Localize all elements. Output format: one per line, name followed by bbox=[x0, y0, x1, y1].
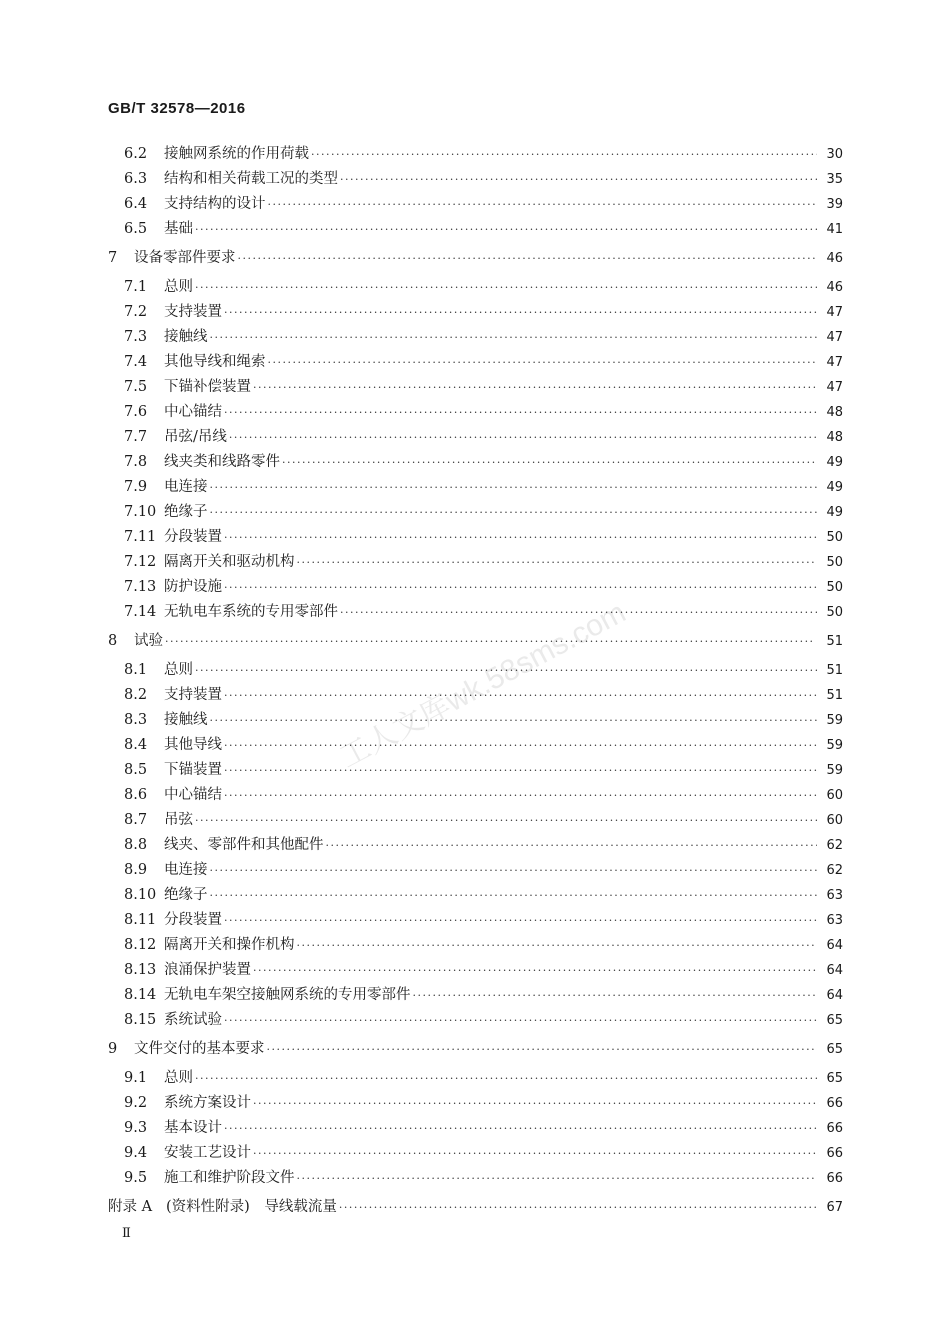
toc-entry-page: 59 bbox=[826, 763, 843, 778]
toc-entry-number: 6.5 bbox=[124, 221, 148, 237]
toc-entry-title: 吊弦/吊线 bbox=[164, 429, 227, 445]
toc-entry-number: 7.14 bbox=[124, 604, 157, 620]
toc-entry[interactable] bbox=[108, 1037, 843, 1058]
toc-entry-number: 9.5 bbox=[124, 1170, 148, 1186]
dot-leader bbox=[224, 1122, 817, 1135]
toc-entry-page: 50 bbox=[826, 555, 843, 570]
toc-entry-number: 7.2 bbox=[124, 304, 148, 320]
toc-entry-page: 48 bbox=[826, 405, 843, 420]
toc-entry-page: 49 bbox=[826, 455, 843, 470]
toc-entry-page: 46 bbox=[826, 280, 843, 295]
toc-entry-page: 66 bbox=[826, 1121, 843, 1136]
toc-entry-title: 安装工艺设计 bbox=[164, 1145, 251, 1161]
toc-entry[interactable] bbox=[108, 883, 843, 904]
toc-entry-page: 64 bbox=[826, 938, 843, 953]
toc-entry-number: 8.8 bbox=[124, 837, 148, 853]
dot-leader bbox=[253, 381, 817, 394]
dot-leader bbox=[195, 664, 817, 677]
toc-entry[interactable] bbox=[108, 246, 843, 267]
toc-entry[interactable] bbox=[108, 217, 843, 238]
toc-entry-page: 64 bbox=[826, 963, 843, 978]
dot-leader bbox=[253, 1147, 817, 1160]
toc-entry-page: 51 bbox=[826, 688, 843, 703]
toc-entry-page: 46 bbox=[826, 251, 843, 266]
toc-entry-page: 51 bbox=[826, 663, 843, 678]
toc-entry-page: 60 bbox=[826, 813, 843, 828]
toc-entry-title: (资料性附录) 导线载流量 bbox=[166, 1199, 337, 1215]
toc-entry-number: 9.2 bbox=[124, 1095, 148, 1111]
toc-entry[interactable] bbox=[108, 658, 843, 679]
toc-entry-number: 9.1 bbox=[124, 1070, 148, 1086]
dot-leader bbox=[224, 1014, 817, 1027]
toc-entry[interactable] bbox=[108, 300, 843, 321]
toc-entry-title: 下锚装置 bbox=[164, 762, 222, 778]
toc-entry-number: 6.4 bbox=[124, 196, 148, 212]
dot-leader bbox=[297, 939, 818, 952]
toc-entry[interactable] bbox=[108, 908, 843, 929]
toc-entry-page: 67 bbox=[826, 1200, 843, 1215]
toc-entry[interactable] bbox=[108, 1091, 843, 1112]
toc-entry-title: 分段装置 bbox=[164, 912, 222, 928]
toc-entry-title: 设备零部件要求 bbox=[134, 250, 236, 266]
toc-entry-number: 8.1 bbox=[124, 662, 148, 678]
toc-entry-number: 8.10 bbox=[124, 887, 157, 903]
toc-entry-page: 35 bbox=[826, 172, 843, 187]
toc-entry-page: 65 bbox=[826, 1013, 843, 1028]
dot-leader bbox=[224, 406, 817, 419]
toc-entry-page: 66 bbox=[826, 1096, 843, 1111]
toc-entry-title: 接触线 bbox=[164, 712, 208, 728]
toc-entry[interactable] bbox=[108, 983, 843, 1004]
toc-entry[interactable] bbox=[108, 858, 843, 879]
toc-entry[interactable] bbox=[108, 192, 843, 213]
toc-entry[interactable] bbox=[108, 1141, 843, 1162]
dot-leader bbox=[210, 864, 818, 877]
toc-entry-title: 下锚补偿装置 bbox=[164, 379, 251, 395]
toc-entry-page: 62 bbox=[826, 838, 843, 853]
toc-entry-title: 防护设施 bbox=[164, 579, 222, 595]
toc-entry[interactable] bbox=[108, 758, 843, 779]
toc-entry-number: 7.13 bbox=[124, 579, 157, 595]
dot-leader bbox=[165, 635, 817, 648]
toc-entry-page: 62 bbox=[826, 863, 843, 878]
toc-entry-title: 试验 bbox=[134, 633, 163, 649]
toc-entry-title: 中心锚结 bbox=[164, 787, 222, 803]
dot-leader bbox=[297, 1172, 818, 1185]
toc-entry-number: 7.11 bbox=[124, 529, 157, 545]
toc-entry-number: 8.4 bbox=[124, 737, 148, 753]
toc-entry[interactable] bbox=[108, 708, 843, 729]
toc-entry-title: 其他导线 bbox=[164, 737, 222, 753]
toc-entry[interactable] bbox=[108, 629, 843, 650]
toc-entry-page: 47 bbox=[826, 305, 843, 320]
toc-entry-number: 8.6 bbox=[124, 787, 148, 803]
toc-entry-number: 8.12 bbox=[124, 937, 157, 953]
toc-entry[interactable] bbox=[108, 325, 843, 346]
dot-leader bbox=[210, 889, 818, 902]
dot-leader bbox=[224, 789, 817, 802]
dot-leader bbox=[326, 839, 818, 852]
page-number-footer: Ⅱ bbox=[122, 1226, 131, 1241]
toc-entry[interactable] bbox=[108, 600, 843, 621]
toc-entry-number: 7.8 bbox=[124, 454, 148, 470]
toc-entry[interactable] bbox=[108, 958, 843, 979]
toc-entry-number: 7.7 bbox=[124, 429, 148, 445]
toc-entry-number: 8.3 bbox=[124, 712, 148, 728]
toc-entry[interactable] bbox=[108, 683, 843, 704]
toc-entry[interactable] bbox=[108, 1195, 843, 1216]
dot-leader bbox=[224, 306, 817, 319]
toc-entry[interactable] bbox=[108, 350, 843, 371]
toc-entry[interactable] bbox=[108, 783, 843, 804]
dot-leader bbox=[210, 506, 818, 519]
toc-entry-page: 59 bbox=[826, 738, 843, 753]
toc-entry-number: 9.4 bbox=[124, 1145, 148, 1161]
dot-leader bbox=[210, 714, 818, 727]
toc-entry-page: 47 bbox=[826, 330, 843, 345]
dot-leader bbox=[224, 581, 817, 594]
dot-leader bbox=[229, 431, 817, 444]
dot-leader bbox=[267, 1043, 818, 1056]
toc-entry-number: 8.13 bbox=[124, 962, 157, 978]
toc-entry-number: 8 bbox=[108, 633, 118, 649]
toc-entry-title: 总则 bbox=[164, 662, 193, 678]
dot-leader bbox=[210, 331, 818, 344]
dot-leader bbox=[340, 606, 817, 619]
toc-entry-title: 接触线 bbox=[164, 329, 208, 345]
toc-entry-page: 66 bbox=[826, 1171, 843, 1186]
toc-entry[interactable] bbox=[108, 808, 843, 829]
toc-entry-number: 8.9 bbox=[124, 862, 148, 878]
toc-entry[interactable] bbox=[108, 275, 843, 296]
toc-entry[interactable] bbox=[108, 733, 843, 754]
toc-entry-page: 50 bbox=[826, 605, 843, 620]
toc-entry-number: 8.14 bbox=[124, 987, 157, 1003]
toc-entry-title: 支持装置 bbox=[164, 304, 222, 320]
toc-entry[interactable] bbox=[108, 475, 843, 496]
dot-leader bbox=[195, 223, 817, 236]
toc-entry-number: 附录 A bbox=[108, 1199, 153, 1215]
dot-leader bbox=[210, 481, 818, 494]
dot-leader bbox=[253, 1097, 817, 1110]
toc-entry[interactable] bbox=[108, 142, 843, 163]
toc-entry-page: 30 bbox=[826, 147, 843, 162]
toc-entry-page: 60 bbox=[826, 788, 843, 803]
toc-entry-title: 总则 bbox=[164, 1070, 193, 1086]
dot-leader bbox=[339, 1201, 817, 1214]
toc-entry-page: 65 bbox=[826, 1071, 843, 1086]
dot-leader bbox=[413, 989, 818, 1002]
toc-entry-title: 结构和相关荷载工况的类型 bbox=[164, 171, 338, 187]
toc-entry-number: 7.5 bbox=[124, 379, 148, 395]
toc-entry-title: 线夹、零部件和其他配件 bbox=[164, 837, 324, 853]
toc-entry-title: 中心锚结 bbox=[164, 404, 222, 420]
toc-entry-page: 49 bbox=[826, 480, 843, 495]
dot-leader bbox=[224, 914, 817, 927]
toc-entry-title: 系统试验 bbox=[164, 1012, 222, 1028]
toc-entry-page: 50 bbox=[826, 530, 843, 545]
toc-entry-page: 51 bbox=[826, 634, 843, 649]
standard-code-header: GB/T 32578—2016 bbox=[108, 100, 246, 117]
toc-entry-title: 电连接 bbox=[164, 479, 208, 495]
dot-leader bbox=[340, 173, 817, 186]
dot-leader bbox=[268, 198, 818, 211]
toc-entry-title: 文件交付的基本要求 bbox=[134, 1041, 265, 1057]
toc-entry-title: 系统方案设计 bbox=[164, 1095, 251, 1111]
toc-entry-number: 6.3 bbox=[124, 171, 148, 187]
toc-entry-page: 63 bbox=[826, 913, 843, 928]
dot-leader bbox=[268, 356, 818, 369]
toc-entry-title: 线夹类和线路零件 bbox=[164, 454, 280, 470]
toc-entry-page: 50 bbox=[826, 580, 843, 595]
toc-entry-page: 65 bbox=[826, 1042, 843, 1057]
toc-entry-number: 9.3 bbox=[124, 1120, 148, 1136]
toc-entry-title: 浪涌保护装置 bbox=[164, 962, 251, 978]
dot-leader bbox=[253, 964, 817, 977]
toc-entry-number: 8.2 bbox=[124, 687, 148, 703]
dot-leader bbox=[195, 281, 817, 294]
toc-entry-title: 隔离开关和驱动机构 bbox=[164, 554, 295, 570]
toc-entry-title: 隔离开关和操作机构 bbox=[164, 937, 295, 953]
dot-leader bbox=[282, 456, 817, 469]
toc-entry-title: 基础 bbox=[164, 221, 193, 237]
toc-entry-title: 总则 bbox=[164, 279, 193, 295]
toc-entry-title: 分段装置 bbox=[164, 529, 222, 545]
toc-entry[interactable] bbox=[108, 525, 843, 546]
toc-entry[interactable] bbox=[108, 425, 843, 446]
toc-entry-number: 7.3 bbox=[124, 329, 148, 345]
toc-entry-page: 41 bbox=[826, 222, 843, 237]
toc-entry[interactable] bbox=[108, 167, 843, 188]
toc-entry-title: 无轨电车系统的专用零部件 bbox=[164, 604, 338, 620]
dot-leader bbox=[238, 252, 818, 265]
toc-entry-title: 绝缘子 bbox=[164, 887, 208, 903]
toc-entry-title: 电连接 bbox=[164, 862, 208, 878]
toc-entry[interactable] bbox=[108, 833, 843, 854]
toc-entry[interactable] bbox=[108, 450, 843, 471]
toc-entry-number: 7.12 bbox=[124, 554, 157, 570]
toc-entry-number: 7 bbox=[108, 250, 118, 266]
dot-leader bbox=[195, 1072, 817, 1085]
toc-entry-title: 绝缘子 bbox=[164, 504, 208, 520]
toc-entry-number: 9 bbox=[108, 1041, 118, 1057]
dot-leader bbox=[195, 814, 817, 827]
toc-entry[interactable] bbox=[108, 400, 843, 421]
toc-entry-number: 8.11 bbox=[124, 912, 157, 928]
toc-entry-number: 7.6 bbox=[124, 404, 148, 420]
toc-entry[interactable] bbox=[108, 375, 843, 396]
toc-entry[interactable] bbox=[108, 1166, 843, 1187]
toc-entry[interactable] bbox=[108, 933, 843, 954]
toc-entry[interactable] bbox=[108, 550, 843, 571]
toc-entry-page: 47 bbox=[826, 355, 843, 370]
toc-entry-number: 8.7 bbox=[124, 812, 148, 828]
watermark: 工人文库wk.58sms.com bbox=[334, 595, 632, 775]
dot-leader bbox=[224, 764, 817, 777]
toc-entry-title: 接触网系统的作用荷载 bbox=[164, 146, 309, 162]
toc-entry-number: 6.2 bbox=[124, 146, 148, 162]
toc-entry-title: 吊弦 bbox=[164, 812, 193, 828]
toc-entry-page: 64 bbox=[826, 988, 843, 1003]
toc-entry-page: 48 bbox=[826, 430, 843, 445]
toc-entry-number: 8.15 bbox=[124, 1012, 157, 1028]
toc-entry-title: 施工和维护阶段文件 bbox=[164, 1170, 295, 1186]
toc-entry-page: 63 bbox=[826, 888, 843, 903]
toc-entry[interactable] bbox=[108, 500, 843, 521]
toc-entry-page: 47 bbox=[826, 380, 843, 395]
toc-entry[interactable] bbox=[108, 1008, 843, 1029]
dot-leader bbox=[224, 689, 817, 702]
dot-leader bbox=[311, 148, 817, 161]
toc-entry-number: 7.1 bbox=[124, 279, 148, 295]
toc-entry-title: 其他导线和绳索 bbox=[164, 354, 266, 370]
toc-entry-page: 59 bbox=[826, 713, 843, 728]
toc-entry-title: 支持装置 bbox=[164, 687, 222, 703]
dot-leader bbox=[224, 739, 817, 752]
toc-entry[interactable] bbox=[108, 575, 843, 596]
toc-entry-title: 基本设计 bbox=[164, 1120, 222, 1136]
toc-entry-page: 39 bbox=[826, 197, 843, 212]
toc-entry-number: 8.5 bbox=[124, 762, 148, 778]
toc-entry-page: 66 bbox=[826, 1146, 843, 1161]
dot-leader bbox=[297, 556, 818, 569]
toc-entry-page: 49 bbox=[826, 505, 843, 520]
toc-entry-title: 无轨电车架空接触网系统的专用零部件 bbox=[164, 987, 411, 1003]
toc-entry[interactable] bbox=[108, 1066, 843, 1087]
toc-entry-number: 7.4 bbox=[124, 354, 148, 370]
toc-entry[interactable] bbox=[108, 1116, 843, 1137]
toc-entry-number: 7.9 bbox=[124, 479, 148, 495]
toc-entry-title: 支持结构的设计 bbox=[164, 196, 266, 212]
dot-leader bbox=[224, 531, 817, 544]
toc-entry-number: 7.10 bbox=[124, 504, 157, 520]
